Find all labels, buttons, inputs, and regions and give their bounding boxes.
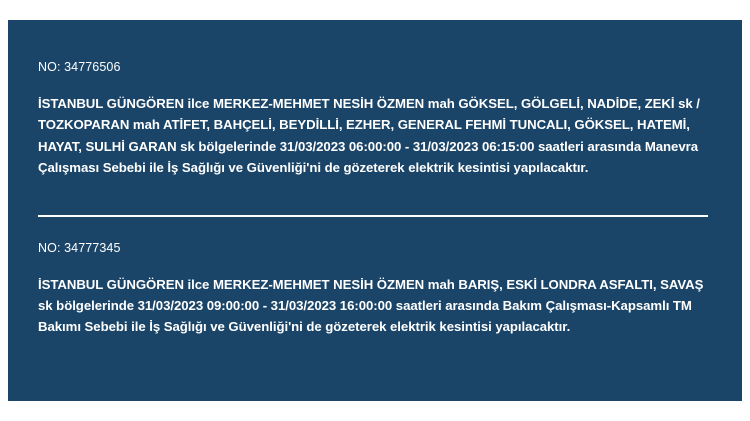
outage-notices-panel xyxy=(8,20,742,401)
outage-notice xyxy=(38,60,708,179)
notice-body-text: İSTANBUL GÜNGÖREN ilce MERKEZ-MEHMET NESİH ÖZMEN mah BARIŞ, ESKİ LONDRA ASFALTI, SAVAŞ sk bölgelerinde 31/03/2023 09:00:00 - 31/03/2023 16:00:00 saatleri arasında Bakım Çalışması-Kapsamlı TM Bakımı Sebebi ile İş Sağlığı ve Güvenliği'ni de gözeterek elektrik kesintisi yapılacaktır. xyxy=(38,276,704,335)
section-divider xyxy=(38,215,708,217)
outage-notice xyxy=(38,241,708,338)
notice-body-text: İSTANBUL GÜNGÖREN ilce MERKEZ-MEHMET NESİH ÖZMEN mah GÖKSEL, GÖLGELİ, NADİDE, ZEKİ sk / TOZKOPARAN mah ATİFET, BAHÇELİ, BEYDİLLİ, EZHER, GENERAL FEHMİ TUNCALI, GÖKSEL, HATEMİ, HAYAT, SULHİ GARAN sk bölgelerinde 31/03/2023 06:00:00 - 31/03/2023 06:15:00 saatleri arasında Manevra Çalışması Sebebi ile İş Sağlığı ve Güvenliği'ni de gözeterek elektrik kesintisi yapılacaktır. xyxy=(38,96,700,176)
notice-number: NO: 34776506 xyxy=(38,60,121,74)
notice-number: NO: 34777345 xyxy=(38,240,121,255)
